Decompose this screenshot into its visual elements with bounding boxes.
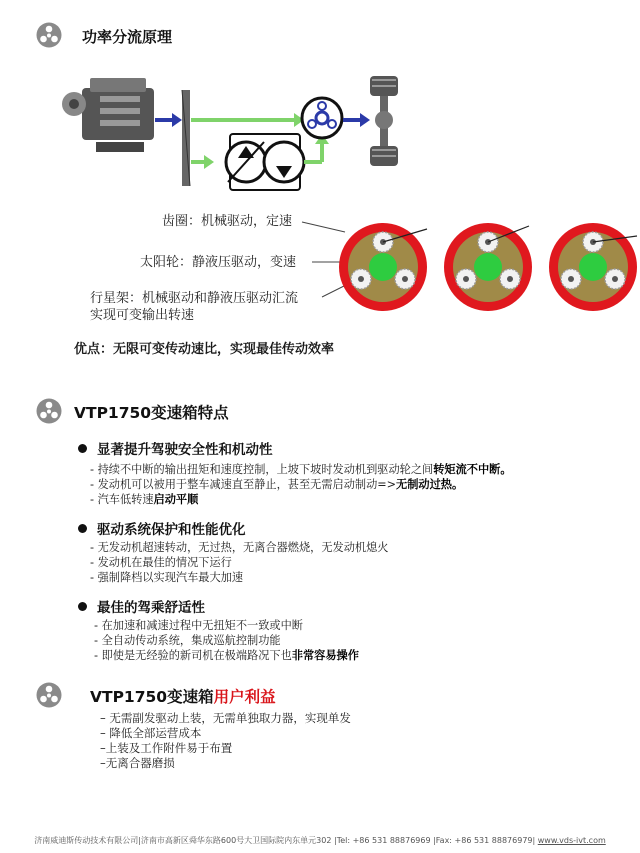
feature-line: - 全自动传动系统，集成巡航控制功能 <box>94 634 281 647</box>
section-title-power-split: 功率分流原理 <box>82 28 173 46</box>
feature-line: - 持续不中断的输出扭矩和速度控制，上坡下坡时发动机到驱动轮之间转矩流不中断。 <box>90 463 512 476</box>
company-logo-icon <box>36 22 62 48</box>
benefit-line: – 降低全部运营成本 <box>100 726 202 740</box>
label-carrier-output: 实现可变输出转速 <box>90 308 195 323</box>
planetary-gear-icon-3 <box>548 222 638 312</box>
planetary-set-icon <box>302 98 342 138</box>
feature-heading-comfort: 最佳的驾乘舒适性 <box>78 596 205 616</box>
feature-heading-safety: 显著提升驾驶安全性和机动性 <box>78 438 273 458</box>
feature-line: - 发动机可以被用于整车减速直至静止，甚至无需启动制动=>无制动过热。 <box>90 478 464 491</box>
hydrostatic-unit-icon <box>226 134 304 190</box>
axle-wheels-icon <box>370 76 398 166</box>
feature-line: - 发动机在最佳的情况下运行 <box>90 556 232 569</box>
page-footer: 济南威迪斯传动技术有限公司|济南市高新区舜华东路600号大卫国际院内东单元302 |Tel: +86 531 88876969 |Fax: +86 531 88876979| www.vds-ivt.com <box>34 836 606 845</box>
label-carrier: 行星架：机械驱动和静液压驱动汇流 <box>90 291 299 306</box>
benefit-line: –无离合器磨损 <box>100 756 175 770</box>
feature-line: - 即使是无经验的新司机在极端路况下也非常容易操作 <box>94 649 359 662</box>
label-sun-gear: 太阳轮：静液压驱动，变速 <box>140 255 297 270</box>
bullet-icon <box>78 444 87 453</box>
engine-icon <box>62 78 154 152</box>
feature-line: - 无发动机超速转动，无过热，无离合器燃烧，无发动机熄火 <box>90 541 389 554</box>
website-link[interactable]: www.vds-ivt.com <box>537 836 606 845</box>
feature-line: - 汽车低转速启动平顺 <box>90 493 199 506</box>
feature-line: - 在加速和减速过程中无扭矩不一致或中断 <box>94 619 303 632</box>
company-logo-icon <box>36 398 62 424</box>
advantage-statement: 优点：无限可变传动速比，实现最佳传动效率 <box>74 342 335 357</box>
feature-line: - 强制降档以实现汽车最大加速 <box>90 571 244 584</box>
benefit-line: –上装及工作附件易于布置 <box>100 741 233 755</box>
planetary-gear-icon-2 <box>443 222 533 312</box>
power-split-diagram <box>60 62 420 202</box>
section-title-benefits: VTP1750变速箱用户利益 <box>90 688 276 706</box>
label-ring-gear: 齿圈：机械驱动，定速 <box>162 214 293 229</box>
company-logo-icon <box>36 682 62 708</box>
section-title-features: VTP1750变速箱特点 <box>74 404 229 422</box>
bullet-icon <box>78 602 87 611</box>
bullet-icon <box>78 524 87 533</box>
feature-heading-protection: 驱动系统保护和性能优化 <box>78 518 246 538</box>
benefit-line: – 无需副发驱动上装，无需单独取力器，实现单发 <box>100 711 351 725</box>
planetary-gear-icon-1 <box>338 222 428 312</box>
